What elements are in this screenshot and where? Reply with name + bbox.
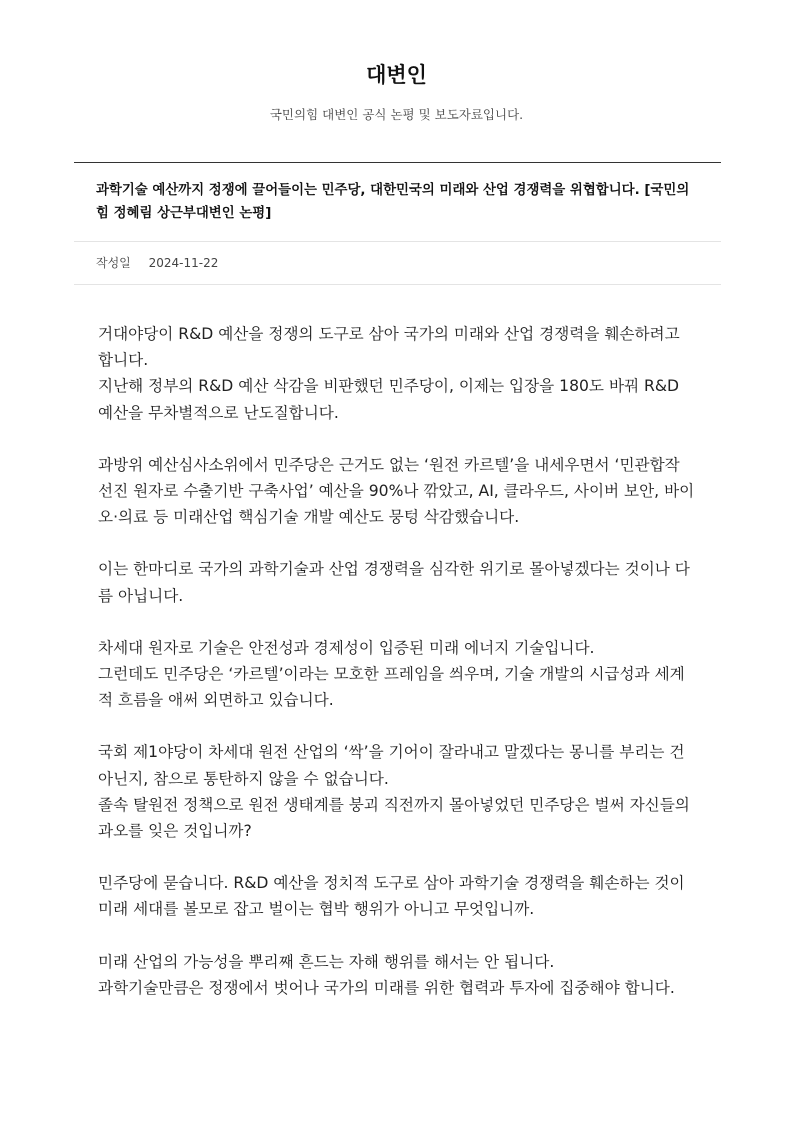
- article: [74, 162, 721, 1027]
- body-paragraph: 거대야당이 R&D 예산을 정쟁의 도구로 삼아 국가의 미래와 산업 경쟁력을 훼손하려고 합니다. 지난해 정부의 R&D 예산 삭감을 비판했던 민주당이, 이제는 입장을 180도 바꿔 R&D 예산을 무차별적으로 난도질합니다.: [98, 325, 680, 422]
- body-paragraph: 민주당에 묻습니다. R&D 예산을 정치적 도구로 삼아 과학기술 경쟁력을 훼손하는 것이 미래 세대를 볼모로 잡고 벌이는 협박 행위가 아니고 무엇입니까.: [98, 874, 685, 919]
- site-title: 대변인: [366, 63, 427, 87]
- site-header: [0, 0, 793, 124]
- body-paragraph: 차세대 원자로 기술은 안전성과 경제성이 입증된 미래 에너지 기술입니다. 그런데도 민주당은 ‘카르텔’이라는 모호한 프레임을 씌우며, 기술 개발의 시급성과 세계적 흐름을 애써 외면하고 있습니다.: [98, 638, 685, 710]
- body-paragraph: 이는 한마디로 국가의 과학기술과 산업 경쟁력을 심각한 위기로 몰아넣겠다는 것이나 다름 아닙니다.: [98, 560, 690, 605]
- publish-date: 2024-11-22: [148, 256, 219, 270]
- article-title: 과학기술 예산까지 정쟁에 끌어들이는 민주당, 대한민국의 미래와 산업 경쟁력을 위협합니다. [국민의힘 정혜림 상근부대변인 논평]: [96, 183, 690, 221]
- article-body: [74, 285, 721, 1001]
- body-paragraph: 미래 산업의 가능성을 뿌리째 흔드는 자해 행위를 해서는 안 됩니다. 과학기술만큼은 정쟁에서 벗어나 국가의 미래를 위한 협력과 투자에 집중해야 합니다.: [98, 952, 675, 997]
- article-meta: [74, 242, 721, 284]
- site-description: 국민의힘 대변인 공식 논평 및 보도자료입니다.: [269, 107, 524, 122]
- body-paragraph: 과방위 예산심사소위에서 민주당은 근거도 없는 ‘원전 카르텔’을 내세우면서 ‘민관합작 선진 원자로 수출기반 구축사업’ 예산을 90%나 깎았고, AI, 클라우드, 사이버 보안, 바이오·의료 등 미래산업 핵심기술 개발 예산도 뭉텅 삭감했습니다.: [98, 455, 695, 527]
- date-label: 작성일: [96, 256, 131, 270]
- body-paragraph: 국회 제1야당이 차세대 원전 산업의 ‘싹’을 기어이 잘라내고 말겠다는 몽니를 부리는 건 아닌지, 참으로 통탄하지 않을 수 없습니다. 졸속 탈원전 정책으로 원전 생태계를 붕괴 직전까지 몰아넣었던 민주당은 벌써 자신들의 과오를 잊은 것입니까?: [98, 743, 690, 841]
